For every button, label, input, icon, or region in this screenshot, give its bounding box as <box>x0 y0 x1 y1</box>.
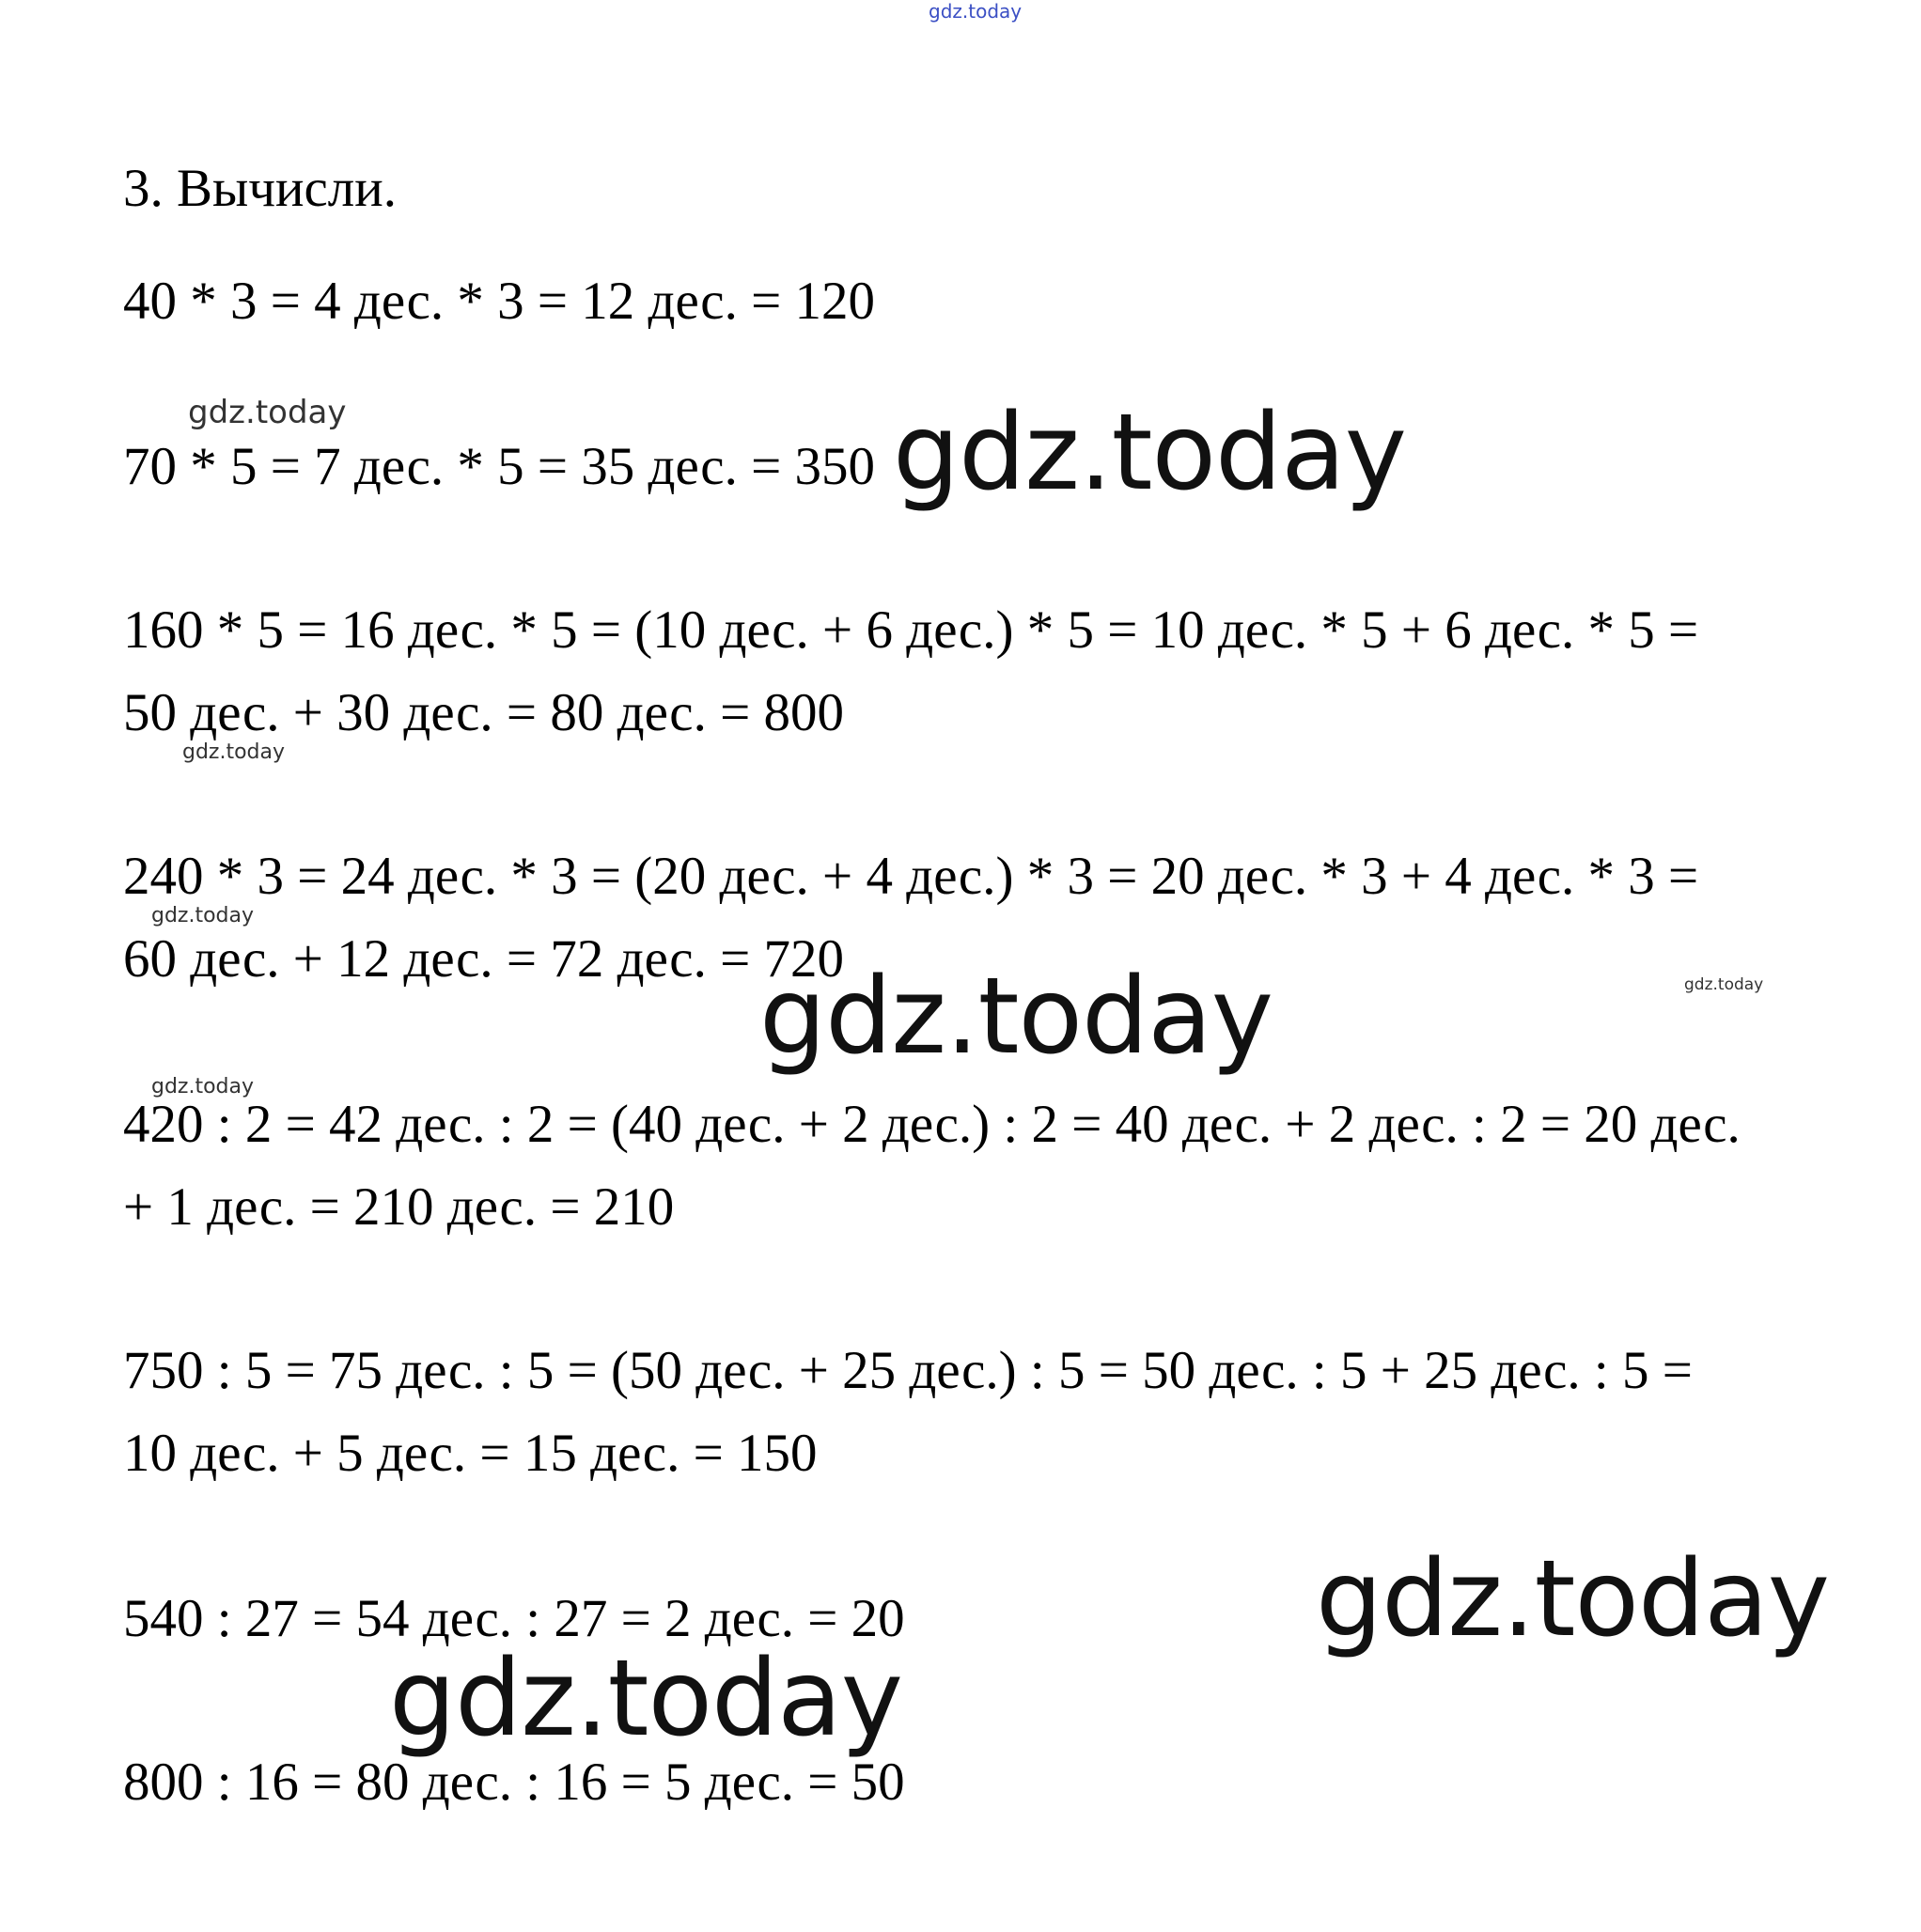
equation-line-7: 420 : 2 = 42 дес. : 2 = (40 дес. + 2 дес.) : 2 = 40 дес. + 2 дес. : 2 = 20 дес. <box>123 1095 1741 1154</box>
equation-line-10: 10 дес. + 5 дес. = 15 дес. = 150 <box>123 1424 818 1483</box>
watermark-top: gdz.today <box>929 0 1023 23</box>
equation-line-9: 750 : 5 = 75 дес. : 5 = (50 дес. + 25 дес.) : 5 = 50 дес. : 5 + 25 дес. : 5 = <box>123 1341 1693 1400</box>
equation-line-3: 160 * 5 = 16 дес. * 5 = (10 дес. + 6 дес.) * 5 = 10 дес. * 5 + 6 дес. * 5 = <box>123 600 1699 660</box>
watermark-tiny: gdz.today <box>151 904 255 927</box>
watermark-tiny: gdz.today <box>1684 975 1764 994</box>
watermark-tiny: gdz.today <box>151 1075 255 1098</box>
watermark-large: gdz.today <box>389 1638 903 1760</box>
equation-line-4: 50 дес. + 30 дес. = 80 дес. = 800 <box>123 683 844 742</box>
equation-line-5: 240 * 3 = 24 дес. * 3 = (20 дес. + 4 дес.) * 3 = 20 дес. * 3 + 4 дес. * 3 = <box>123 847 1699 906</box>
equation-line-11: 540 : 27 = 54 дес. : 27 = 2 дес. = 20 <box>123 1589 905 1648</box>
equation-line-1: 40 * 3 = 4 дес. * 3 = 12 дес. = 120 <box>123 272 875 331</box>
watermark-large: gdz.today <box>759 956 1273 1078</box>
equation-line-12: 800 : 16 = 80 дес. : 16 = 5 дес. = 50 <box>123 1753 905 1812</box>
watermark-large: gdz.today <box>893 392 1407 514</box>
watermark-large: gdz.today <box>1316 1538 1830 1660</box>
watermark-small: gdz.today <box>188 394 347 431</box>
equation-line-6: 60 дес. + 12 дес. = 72 дес. = 720 <box>123 929 844 989</box>
task-title: 3. Вычисли. <box>123 159 397 218</box>
watermark-tiny: gdz.today <box>182 740 286 764</box>
equation-line-8: + 1 дес. = 210 дес. = 210 <box>123 1177 675 1237</box>
equation-line-2: 70 * 5 = 7 дес. * 5 = 35 дес. = 350 <box>123 437 875 496</box>
